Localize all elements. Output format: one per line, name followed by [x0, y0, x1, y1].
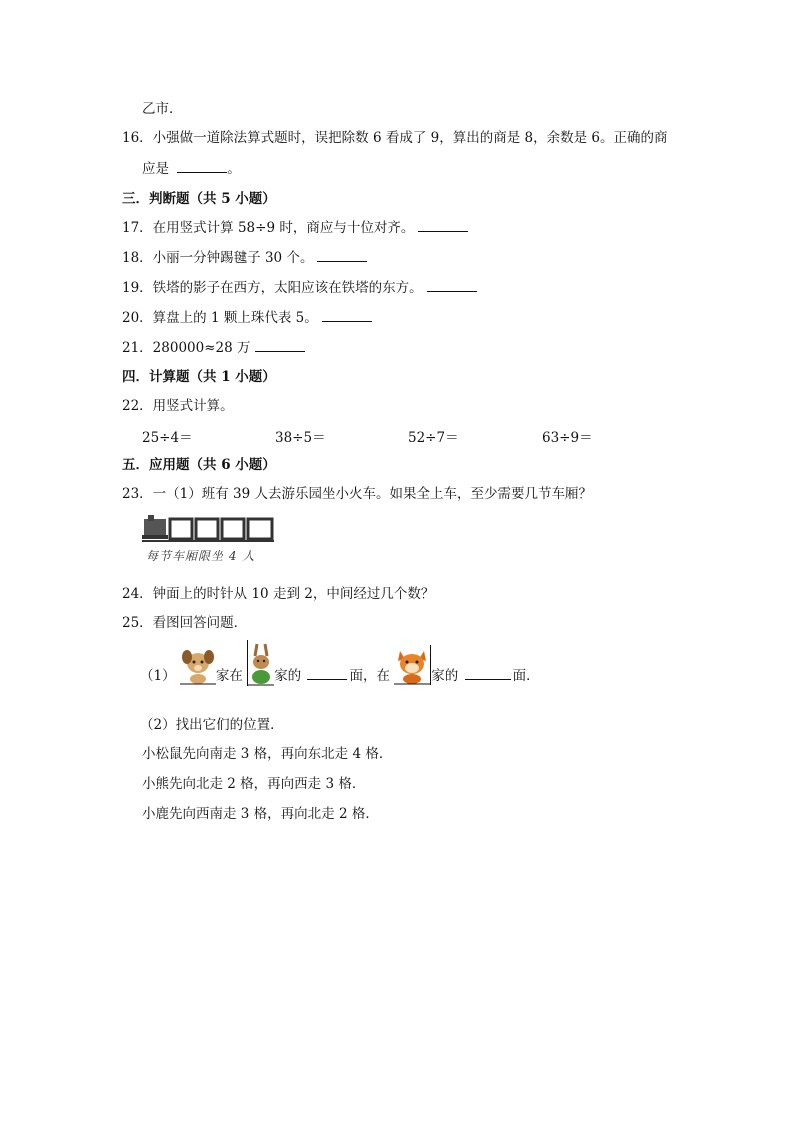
calc-3: 52÷7＝ [408, 430, 459, 446]
q19-text: 19．铁塔的影子在西方，太阳应该在铁塔的东方。 [122, 280, 423, 296]
q17-text: 17．在用竖式计算 58÷9 时，商应与十位对齐。 [122, 220, 415, 236]
calc-4: 63÷9＝ [542, 430, 593, 446]
answer-blank[interactable] [177, 160, 227, 173]
q25-1-text-f: 面． [512, 668, 540, 684]
deer-pic [247, 640, 274, 686]
squirrel-direction: 小松鼠先向南走 3 格，再向东北走 4 格． [142, 746, 393, 762]
deer-icon [248, 640, 274, 686]
calc-2: 38÷5＝ [275, 430, 326, 446]
question-18 [122, 249, 367, 267]
section-4-title: 四．计算题（共 1 小题） [122, 369, 276, 385]
question-21 [122, 339, 305, 357]
q20-text: 20．算盘上的 1 颗上珠代表 5。 [122, 310, 318, 326]
dog-icon [180, 647, 216, 685]
squirrel-icon [394, 645, 430, 685]
bear-direction: 小熊先向北走 2 格，再向西走 3 格． [142, 776, 366, 792]
q15-tail: 乙市． [142, 101, 183, 117]
train-image [140, 513, 280, 563]
answer-blank[interactable] [465, 667, 511, 680]
calc-1: 25÷4＝ [142, 430, 193, 446]
question-20 [122, 309, 372, 327]
question-17 [122, 219, 468, 237]
squirrel-pic [394, 645, 431, 685]
dog-pic [180, 647, 216, 685]
q16-end: 。 [227, 161, 241, 177]
q16-text: 应是 [142, 161, 169, 177]
q25-1-text-d: 面，在 [349, 668, 390, 684]
question-19 [122, 279, 477, 297]
deer-direction: 小鹿先向西南走 3 格，再向北走 2 格． [142, 806, 379, 822]
question-25-part1 [140, 665, 540, 687]
question-22: 22．用竖式计算。 [122, 398, 234, 414]
q25-1-label: （1） [140, 668, 176, 684]
question-23: 23．一（1）班有 39 人去游乐园坐小火车。如果全上车，至少需要几节车厢？ [122, 486, 593, 502]
section-3-title: 三．判断题（共 5 小题） [122, 191, 276, 207]
answer-blank[interactable] [322, 309, 372, 322]
question-16-line1: 16．小强做一道除法算式题时，误把除数 6 看成了 9，算出的商是 8，余数是 6。正确的商 [122, 130, 668, 146]
answer-blank[interactable] [418, 219, 468, 232]
section-5-title: 五．应用题（共 6 小题） [122, 457, 276, 473]
q25-1-text-b: 家在 [215, 668, 243, 684]
answer-blank[interactable] [307, 667, 347, 680]
q18-text: 18．小丽一分钟踢毽子 30 个。 [122, 250, 314, 266]
answer-blank[interactable] [427, 279, 477, 292]
question-16-line2 [142, 160, 241, 178]
answer-blank[interactable] [317, 249, 367, 262]
q21-text: 21．280000≈28 万 [122, 340, 251, 356]
train-caption: 每节车厢限坐 4 人 [146, 549, 256, 563]
question-25-part2: （2）找出它们的位置． [140, 717, 284, 733]
answer-blank[interactable] [255, 339, 305, 352]
question-24: 24．钟面上的时针从 10 走到 2，中间经过几个数？ [122, 586, 435, 602]
q25-1-text-e: 家的 [431, 668, 459, 684]
q25-1-text-c: 家的 [274, 668, 302, 684]
question-25: 25．看图回答问题． [122, 615, 248, 631]
